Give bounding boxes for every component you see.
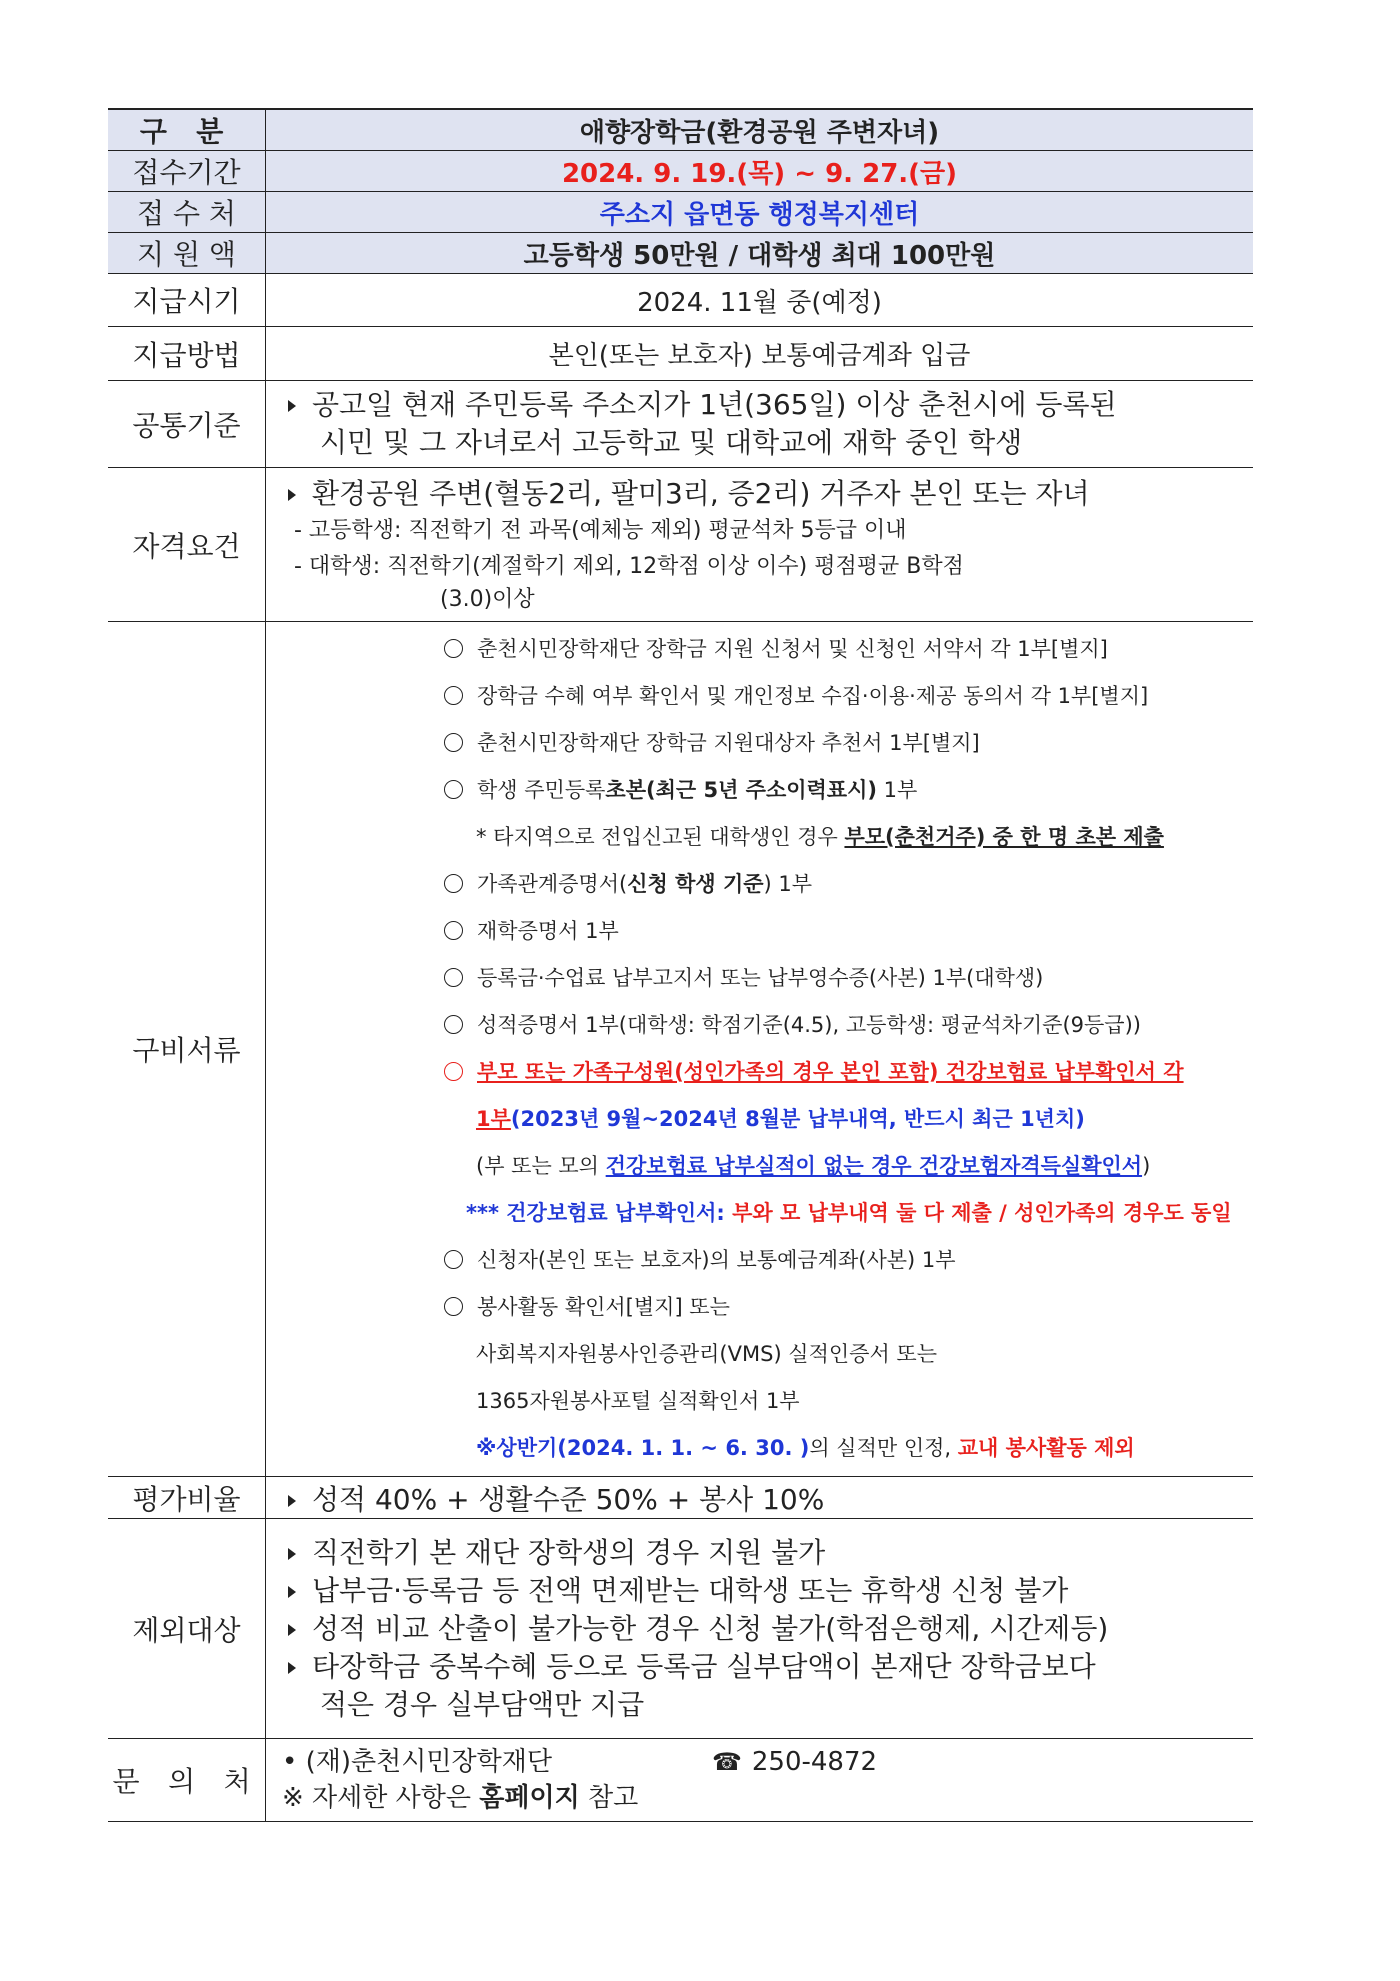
evaluation-label: 평가비율: [108, 1477, 266, 1519]
period-value: 2024. 9. 19.(목) ~ 9. 27.(금): [266, 151, 1254, 192]
pay-method-value: 본인(또는 보호자) 보통예금계좌 입금: [266, 327, 1254, 381]
document-item: 장학금 수혜 여부 확인서 및 개인정보 수집·이용·제공 동의서 각 1부[별지]: [436, 673, 1253, 720]
header-row: [108, 109, 1253, 151]
documents-row: [108, 622, 1253, 1477]
common-criteria-label: 공통기준: [108, 381, 266, 468]
document-item: 춘천시민장학재단 장학금 지원대상자 추천서 1부[별지]: [436, 720, 1253, 767]
circle-bullet-icon: [444, 921, 463, 940]
document-item: 가족관계증명서(신청 학생 기준) 1부: [436, 861, 1253, 908]
circle-bullet-icon: [444, 874, 463, 893]
header-label: 구 분: [108, 109, 266, 151]
homepage-text: 홈페이지: [479, 1783, 580, 1813]
exclusion-line-5: 적은 경우 실부담액만 지급: [320, 1687, 645, 1721]
amount-row: [108, 233, 1253, 274]
period-row: [108, 151, 1253, 192]
contact-phone: 250-4872: [751, 1747, 878, 1777]
document-item: 학생 주민등록초본(최근 5년 주소이력표시) 1부: [436, 767, 1253, 814]
document-item-continued: (부 또는 모의 건강보험료 납부실적이 없는 경우 건강보험자격득실확인서): [476, 1154, 1151, 1178]
exclusion-line-1: 직전학기 본 재단 장학생의 경우 지원 불가: [312, 1535, 826, 1569]
document-item-continued: 사회복지자원봉사인증관리(VMS) 실적인증서 또는: [476, 1342, 937, 1366]
exclusion-cell: [266, 1519, 1254, 1739]
triangle-bullet-icon: [288, 1548, 296, 1560]
document-note: ※상반기(2024. 1. 1. ~ 6. 30. )의 실적만 인정, 교내 봉사활동 제외: [476, 1436, 1135, 1460]
pay-time-value: 2024. 11월 중(예정): [266, 274, 1254, 327]
eligibility-line-1: 환경공원 주변(혈동2리, 팔미3리, 증2리) 거주자 본인 또는 자녀: [312, 476, 1090, 510]
document-item: 성적증명서 1부(대학생: 학점기준(4.5), 고등학생: 평균석차기준(9등급)): [436, 1002, 1253, 1049]
eligibility-row: [108, 468, 1253, 622]
contact-cell: • (재)춘천시민장학재단 ☎ 250-4872 ※ 자세한 사항은 홈페이지 참고: [266, 1739, 1254, 1822]
place-label: 접 수 처: [108, 192, 266, 233]
amount-value: 고등학생 50만원 / 대학생 최대 100만원: [266, 233, 1254, 274]
circle-bullet-icon: [444, 968, 463, 987]
circle-bullet-icon: [444, 1062, 463, 1081]
circle-bullet-icon: [444, 686, 463, 705]
document-item-continued: 1부(2023년 9월~2024년 8월분 납부내역, 반드시 최근 1년치): [476, 1107, 1085, 1131]
document-note: * 타지역으로 전입신고된 대학생인 경우 부모(춘천거주) 중 한 명 초본 제출: [476, 825, 1164, 849]
exclusion-line-3: 성적 비교 산출이 불가능한 경우 신청 불가(학점은행제, 시간제등): [312, 1611, 1109, 1645]
eligibility-cell: [266, 468, 1254, 622]
pay-time-row: [108, 274, 1253, 327]
pay-method-label: 지급방법: [108, 327, 266, 381]
contact-label: 문 의 처: [108, 1739, 266, 1822]
exclusion-row: [108, 1519, 1253, 1739]
period-label: 접수기간: [108, 151, 266, 192]
document-item: 부모 또는 가족구성원(성인가족의 경우 본인 포함) 건강보험료 납부확인서 각: [436, 1049, 1253, 1096]
document-item: 봉사활동 확인서[별지] 또는: [436, 1284, 1253, 1331]
contact-row: [108, 1739, 1253, 1822]
exclusion-line-2: 납부금·등록금 등 전액 면제받는 대학생 또는 휴학생 신청 불가: [312, 1573, 1069, 1607]
pay-time-label: 지급시기: [108, 274, 266, 327]
notice-table: [108, 108, 1253, 1822]
exclusion-line-4: 타장학금 중복수혜 등으로 등록금 실부담액이 본재단 장학금보다: [312, 1649, 1096, 1683]
eligibility-line-4: (3.0)이상: [440, 586, 535, 612]
triangle-bullet-icon: [288, 400, 296, 412]
amount-label: 지 원 액: [108, 233, 266, 274]
document-item: 춘천시민장학재단 장학금 지원 신청서 및 신청인 서약서 각 1부[별지]: [436, 626, 1253, 673]
common-criteria-row: [108, 381, 1253, 468]
contact-org: (재)춘천시민장학재단: [305, 1747, 552, 1777]
header-value: 애향장학금(환경공원 주변자녀): [266, 109, 1254, 151]
circle-bullet-icon: [444, 1297, 463, 1316]
document-item: 등록금·수업료 납부고지서 또는 납부영수증(사본) 1부(대학생): [436, 955, 1253, 1002]
place-value: 주소지 읍면동 행정복지센터: [266, 192, 1254, 233]
circle-bullet-icon: [444, 733, 463, 752]
common-criteria-line-1: 공고일 현재 주민등록 주소지가 1년(365일) 이상 춘천시에 등록된: [312, 388, 1117, 421]
eligibility-line-2: - 고등학생: 직전학기 전 과목(예체능 제외) 평균석차 5등급 이내: [294, 517, 907, 543]
common-criteria-cell: [266, 381, 1254, 468]
scholarship-notice: [108, 108, 1252, 1822]
common-criteria-line-2: 시민 및 그 자녀로서 고등학교 및 대학교에 재학 중인 학생: [320, 426, 1023, 459]
triangle-bullet-icon: [288, 1495, 296, 1507]
evaluation-row: [108, 1477, 1253, 1519]
eligibility-label: 자격요건: [108, 468, 266, 622]
exclusion-label: 제외대상: [108, 1519, 266, 1739]
evaluation-cell: [266, 1477, 1254, 1519]
circle-bullet-icon: [444, 780, 463, 799]
document-item: 신청자(본인 또는 보호자)의 보통예금계좌(사본) 1부: [436, 1237, 1253, 1284]
evaluation-value: 성적 40% + 생활수준 50% + 봉사 10%: [312, 1482, 825, 1516]
triangle-bullet-icon: [288, 1624, 296, 1636]
documents-cell: [266, 622, 1254, 1477]
pay-method-row: [108, 327, 1253, 381]
phone-icon: ☎: [711, 1748, 742, 1776]
circle-bullet-icon: [444, 1250, 463, 1269]
document-warning: *** 건강보험료 납부확인서: 부와 모 납부내역 둘 다 제출 / 성인가족의 경우도 동일: [466, 1201, 1232, 1225]
bullet-dot-icon: •: [282, 1747, 306, 1777]
eligibility-line-3: - 대학생: 직전학기(계절학기 제외, 12학점 이상 이수) 평점평균 B학점: [294, 553, 964, 579]
place-row: [108, 192, 1253, 233]
document-item: 재학증명서 1부: [436, 908, 1253, 955]
document-item-continued: 1365자원봉사포털 실적확인서 1부: [476, 1389, 800, 1413]
circle-bullet-icon: [444, 639, 463, 658]
triangle-bullet-icon: [288, 489, 296, 501]
triangle-bullet-icon: [288, 1662, 296, 1674]
triangle-bullet-icon: [288, 1586, 296, 1598]
circle-bullet-icon: [444, 1015, 463, 1034]
documents-label: 구비서류: [108, 622, 266, 1477]
